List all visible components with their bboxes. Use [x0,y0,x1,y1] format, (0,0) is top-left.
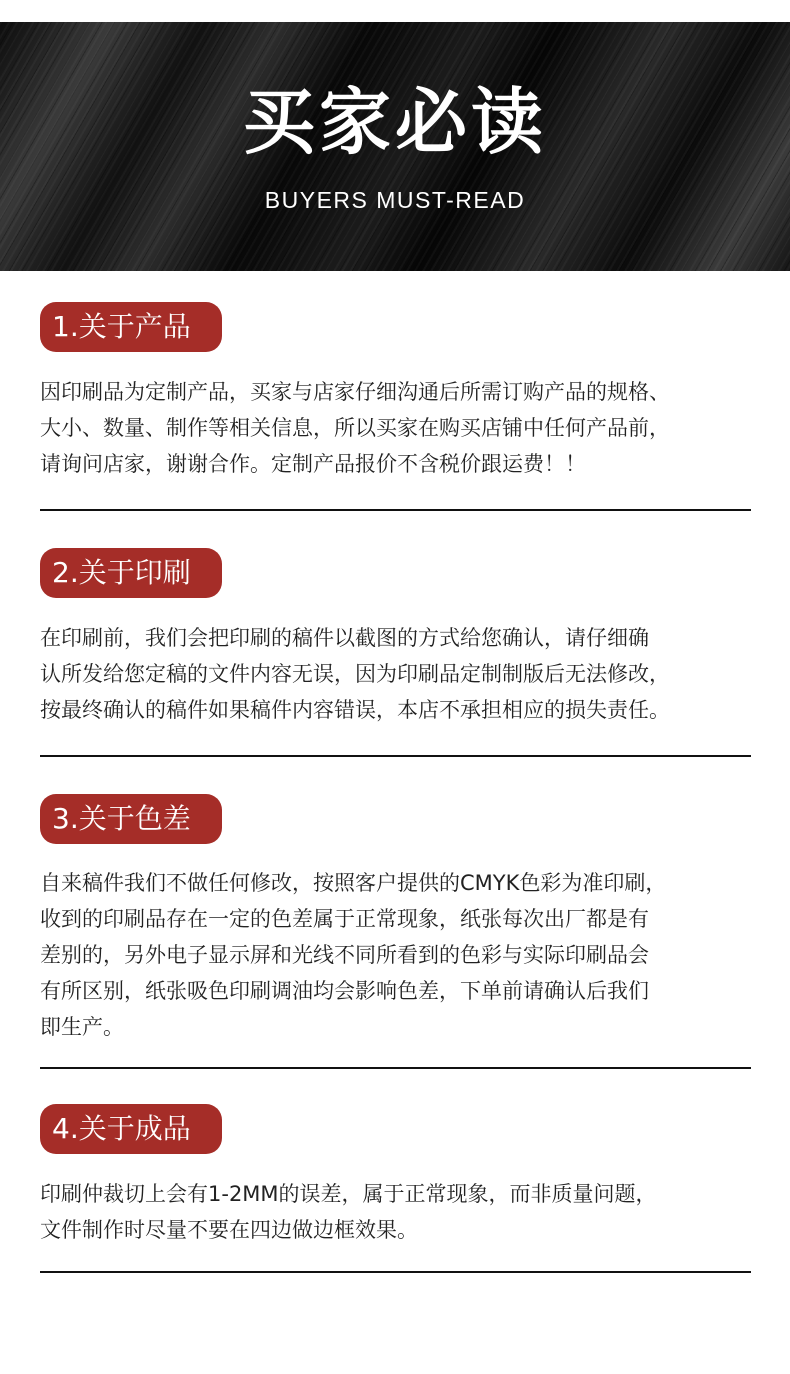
section-finished-product [40,1104,752,1254]
section-divider [40,1271,751,1273]
section-heading-color-difference: 3.关于色差 [40,794,222,844]
header-banner [0,22,790,271]
page-subtitle: BUYERS MUST-READ [264,187,526,213]
body-line: 收到的印刷品存在一定的色差属于正常现象，纸张每次出厂都是有 [40,907,649,931]
section-heading-product: 1.关于产品 [40,302,222,352]
section-color-difference [40,794,752,1044]
body-line: 印刷仲裁切上会有1-2MM的误差，属于正常现象，而非质量问题， [40,1182,657,1206]
section-body-product [40,374,752,482]
section-heading-printing: 2.关于印刷 [40,548,222,598]
section-heading-finished-product: 4.关于成品 [40,1104,222,1154]
section-product [40,302,752,482]
section-divider [40,755,751,757]
section-body-finished-product [40,1176,752,1248]
body-line: 差别的，另外电子显示屏和光线不同所看到的色彩与实际印刷品会 [40,943,649,967]
section-printing [40,548,752,728]
body-line: 自来稿件我们不做任何修改，按照客户提供的CMYK色彩为准印刷， [40,871,667,895]
body-line: 在印刷前，我们会把印刷的稿件以截图的方式给您确认，请仔细确 [40,626,649,650]
body-line: 认所发给您定稿的文件内容无误，因为印刷品定制制版后无法修改， [40,662,670,686]
page-title: 买家必读 [242,80,547,164]
body-line: 文件制作时尽量不要在四边做边框效果。 [40,1218,418,1242]
section-body-printing [40,620,752,728]
section-divider [40,1067,751,1069]
body-line: 请询问店家，谢谢合作。定制产品报价不含税价跟运费！！ [40,452,586,476]
section-divider [40,509,751,511]
body-line: 按最终确认的稿件如果稿件内容错误，本店不承担相应的损失责任。 [40,698,670,722]
body-line: 有所区别，纸张吸色印刷调油均会影响色差，下单前请确认后我们 [40,979,649,1003]
body-line: 因印刷品为定制产品，买家与店家仔细沟通后所需订购产品的规格、 [40,380,670,404]
section-body-color-difference [40,865,752,1045]
top-margin [0,0,790,22]
body-line: 大小、数量、制作等相关信息，所以买家在购买店铺中任何产品前， [40,416,670,440]
body-line: 即生产。 [40,1015,124,1039]
